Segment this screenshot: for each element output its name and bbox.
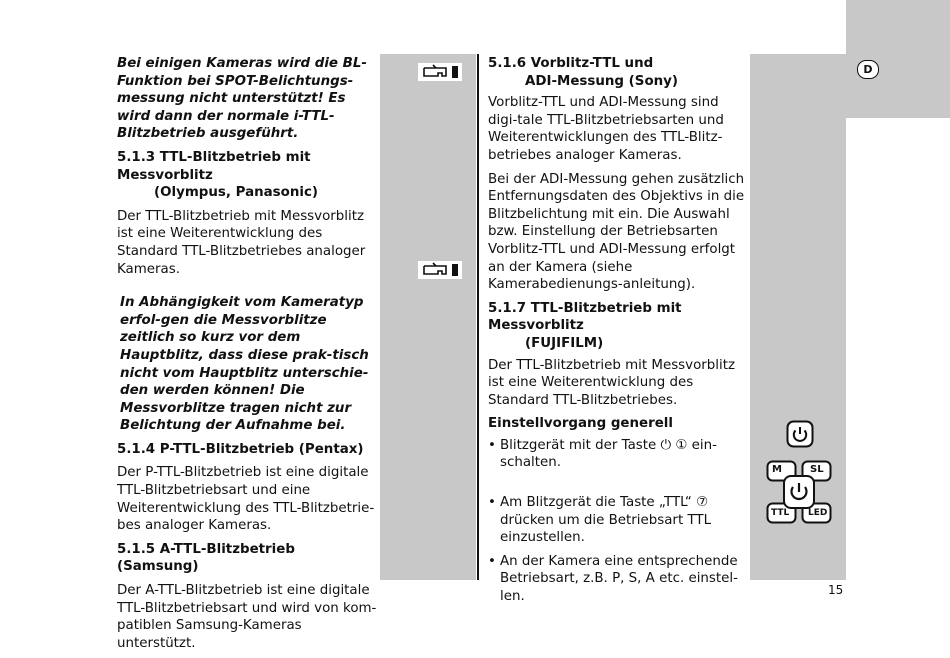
heading-5-1-6-line1: 5.1.6 Vorblitz-TTL und xyxy=(488,56,654,71)
heading-5-1-4: 5.1.4 P-TTL-Blitzbetrieb (Pentax) xyxy=(117,441,364,457)
paragraph-5-1-7: Der TTL-Blitzbetrieb mit Messvorblitz ist eine Weiterentwicklung des Standard TTL-Blitzbetriebes. xyxy=(488,357,735,408)
paragraph-5-1-4: Der P-TTL-Blitzbetrieb ist eine digitale TTL-Blitzbetriebsart und eine Weiterentwicklung des TTL-Blitzbetrie-bes analoger Kameras. xyxy=(117,465,375,534)
language-badge: D xyxy=(857,60,879,79)
pad-label-m: M xyxy=(772,464,782,475)
heading-5-1-7-line2: (FUJIFILM) xyxy=(525,335,604,351)
pad-label-sl: SL xyxy=(810,464,824,475)
power-button-icon xyxy=(786,420,814,448)
note-spot-metering: Bei einigen Kameras wird die BL-Funktion bei SPOT-Belichtungs-messung nicht unterstützt! Es wird dann der normale i-TTL-Blitzbetrieb ausgeführt. xyxy=(117,56,367,142)
pointing-hand-icon xyxy=(416,258,464,282)
pad-label-ttl: TTL xyxy=(771,508,790,518)
note-pre-flash: In Abhängigkeit vom Kameratyp erfol-gen die Messvorblitze zeitlich so kurz vor dem Hauptblitz, dass diese prak-tisch nicht vom Hauptblitz unterschie-den werden können! Die Messvorblitze tragen nicht zur Belichtung der Aufnahme bei. xyxy=(120,295,369,434)
pointing-hand-icon xyxy=(416,60,464,84)
heading-5-1-6-line2: ADI-Messung (Sony) xyxy=(525,73,679,89)
paragraph-5-1-5: Der A-TTL-Blitzbetrieb ist eine digitale TTL-Blitzbetriebsart und wird von kom-patiblen Samsung-Kameras unterstützt. xyxy=(117,583,377,651)
heading-5-1-5: 5.1.5 A-TTL-Blitzbetrieb (Samsung) xyxy=(117,541,295,575)
language-tab-bar xyxy=(846,0,950,118)
heading-5-1-3-line1: 5.1.3 TTL-Blitzbetrieb mit Messvorblitz xyxy=(117,149,311,183)
column-divider xyxy=(477,54,479,580)
margin-strip xyxy=(380,54,476,580)
right-column xyxy=(488,55,748,612)
heading-5-1-6 xyxy=(488,55,748,90)
list-item: • An der Kamera eine entsprechende Betriebsart, z.B. P, S, A etc. einstel-len. xyxy=(488,553,748,606)
heading-5-1-3-line2: (Olympus, Panasonic) xyxy=(154,185,319,201)
pad-label-led: LED xyxy=(808,508,828,518)
heading-setup: Einstellvorgang generell xyxy=(488,416,673,432)
page-number: 15 xyxy=(828,583,844,597)
paragraph-5-1-6-b: Bei der ADI-Messung gehen zusätzlich Entfernungsdaten des Objektivs in die Blitzbelichtung mit ein. Die Auswahl bzw. Einstellung der Betriebsarten Vorblitz-TTL und ADI-Messung erfolgt an der Kamera (siehe Kamerabedienungs-anleitung). xyxy=(488,171,745,293)
list-item: • Blitzgerät mit der Taste ⏻ ① ein-schalten. xyxy=(488,437,748,472)
paragraph-5-1-6-a: Vorblitz-TTL und ADI-Messung sind digi-tale TTL-Blitzbetriebsarten und Weiterentwicklungen des TTL-Blitz-betriebes analoger Kameras. xyxy=(488,95,724,163)
heading-5-1-7-line1: 5.1.7 TTL-Blitzbetrieb mit Messvorblitz xyxy=(488,300,682,334)
list-item: • Am Blitzgerät die Taste „TTL“ ⑦ drücken um die Betriebsart TTL einzustellen. xyxy=(488,494,748,547)
left-column xyxy=(117,55,379,658)
control-pad xyxy=(766,460,832,524)
heading-5-1-3 xyxy=(117,149,379,202)
heading-5-1-7 xyxy=(488,300,748,353)
paragraph-5-1-3: Der TTL-Blitzbetrieb mit Messvorblitz ist eine Weiterentwicklung des Standard TTL-Blitzbetriebes analoger Kameras. xyxy=(117,208,366,277)
